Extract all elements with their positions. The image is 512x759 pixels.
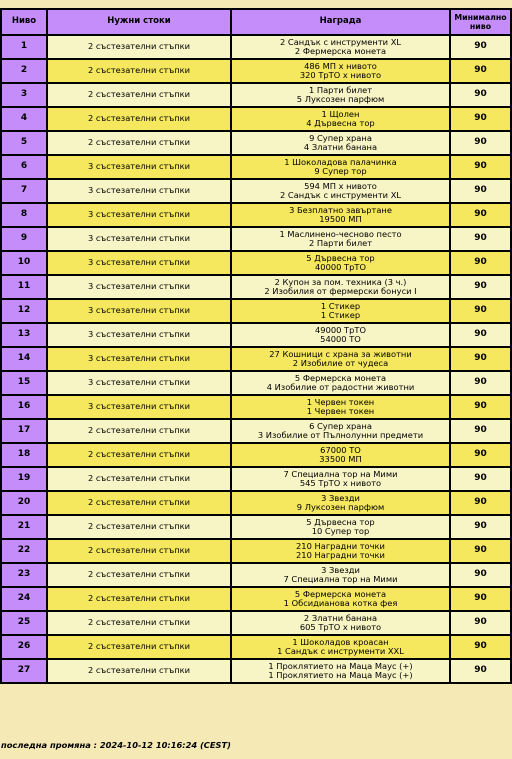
level-cell: 22 [1,539,47,563]
level-cell: 21 [1,515,47,539]
level-cell: 10 [1,251,47,275]
reward-line: 320 ТрТО x нивото [299,70,382,80]
reward-line: 1 Шоколадов кроасан [292,636,389,647]
reward-cell [231,155,450,179]
reward-line: 1 Стикер [320,310,361,320]
goods-cell: 3 състезателни стъпки [47,179,231,203]
header-min-level [450,9,511,35]
goods-cell: 3 състезателни стъпки [47,203,231,227]
min-level-cell: 90 [450,371,511,395]
table-row [1,419,511,443]
reward-line: 1 Проклятието на Маца Маус (+) [268,660,413,671]
table-body [1,35,511,683]
reward-line: 545 ТрТО x нивото [299,478,382,488]
goods-cell: 3 състезателни стъпки [47,395,231,419]
level-cell: 12 [1,299,47,323]
goods-cell: 2 състезателни стъпки [47,539,231,563]
goods-cell: 2 състезателни стъпки [47,131,231,155]
goods-cell: 2 състезателни стъпки [47,443,231,467]
goods-cell: 3 състезателни стъпки [47,155,231,179]
reward-line: 2 Фермерска монета [294,46,387,56]
reward-line: 594 МП x нивото [304,180,377,191]
min-level-cell: 90 [450,443,511,467]
table-row [1,347,511,371]
reward-line: 2 Сандък с инструменти XL [279,36,401,47]
table-row [1,83,511,107]
goods-cell: 3 състезателни стъпки [47,323,231,347]
goods-cell: 3 състезателни стъпки [47,275,231,299]
min-level-cell: 90 [450,491,511,515]
reward-cell [231,227,450,251]
goods-cell: 2 състезателни стъпки [47,515,231,539]
reward-line: 27 Кошници с храна за животни [269,348,412,359]
reward-cell [231,275,450,299]
reward-line: 33500 МП [319,454,362,464]
table-row [1,659,511,683]
reward-line: 9 Луксозен парфюм [296,502,385,512]
level-cell: 14 [1,347,47,371]
level-cell: 24 [1,587,47,611]
table-row [1,515,511,539]
table-row [1,443,511,467]
goods-cell: 2 състезателни стъпки [47,659,231,683]
level-cell: 5 [1,131,47,155]
reward-cell [231,635,450,659]
header-level: Ниво [1,9,47,35]
min-level-cell: 90 [450,515,511,539]
table-row [1,251,511,275]
reward-line: 10 Супер тор [311,526,370,536]
table-row [1,611,511,635]
level-cell: 6 [1,155,47,179]
reward-cell [231,467,450,491]
reward-line: 5 Фермерска монета [294,588,387,599]
reward-line: 7 Специална тор на Мими [283,574,398,584]
reward-line: 2 Купон за пом. техника (3 ч.) [274,276,407,287]
header-goods: Нужни стоки [47,9,231,35]
reward-line: 49000 ТрТО [315,324,366,335]
reward-line: 67000 ТО [320,444,361,455]
min-level-cell: 90 [450,659,511,683]
min-level-cell: 90 [450,323,511,347]
goods-cell: 2 състезателни стъпки [47,419,231,443]
reward-cell [231,539,450,563]
level-cell: 9 [1,227,47,251]
level-cell: 13 [1,323,47,347]
table-row [1,227,511,251]
level-cell: 20 [1,491,47,515]
table-row [1,635,511,659]
min-level-cell: 90 [450,419,511,443]
goods-cell: 2 състезателни стъпки [47,467,231,491]
table-row [1,131,511,155]
level-cell: 1 [1,35,47,59]
reward-line: 486 МП x нивото [304,60,377,71]
reward-cell [231,659,450,683]
min-level-cell: 90 [450,587,511,611]
reward-line: 4 Дървесна тор [306,118,375,128]
table-row [1,587,511,611]
reward-line: 1 Сандък с инструменти XXL [277,646,404,656]
table-row [1,59,511,83]
table-row [1,563,511,587]
level-cell: 8 [1,203,47,227]
reward-line: 1 Проклятието на Маца Маус (+) [268,670,413,680]
goods-cell: 3 състезателни стъпки [47,347,231,371]
reward-line: 7 Специална тор на Мими [283,468,398,479]
min-level-cell: 90 [450,35,511,59]
reward-line: 4 Златни банана [303,142,378,152]
reward-cell [231,203,450,227]
min-level-cell: 90 [450,467,511,491]
table-row [1,35,511,59]
header-reward: Награда [231,9,450,35]
min-level-cell: 90 [450,563,511,587]
level-cell: 23 [1,563,47,587]
reward-line: 5 Фермерска монета [294,372,387,383]
min-level-cell: 90 [450,131,511,155]
goods-cell: 2 състезателни стъпки [47,35,231,59]
level-cell: 11 [1,275,47,299]
reward-cell [231,587,450,611]
table-row [1,539,511,563]
reward-line: 9 Супер тор [314,166,367,176]
reward-line: 40000 ТрТО [315,262,366,272]
reward-cell [231,611,450,635]
reward-cell [231,443,450,467]
goods-cell: 3 състезателни стъпки [47,299,231,323]
reward-line: 1 Червен токен [306,406,375,416]
reward-line: 3 Безплатно завъртане [289,204,392,215]
reward-cell [231,83,450,107]
level-cell: 3 [1,83,47,107]
goods-cell: 3 състезателни стъпки [47,227,231,251]
reward-line: 210 Наградни точки [296,540,385,551]
header-row [1,9,511,35]
goods-cell: 3 състезателни стъпки [47,371,231,395]
reward-line: 2 Изобилия от фермерски бонуси I [264,286,417,296]
min-level-cell: 90 [450,347,511,371]
goods-cell: 3 състезателни стъпки [47,251,231,275]
min-level-cell: 90 [450,179,511,203]
reward-line: 1 Стикер [320,300,361,311]
table-row [1,275,511,299]
reward-cell [231,395,450,419]
table-row [1,323,511,347]
table-row [1,371,511,395]
level-cell: 4 [1,107,47,131]
reward-line: 1 Шоколадова палачинка [284,156,397,167]
reward-line: 1 Маслинено-чесново песто [279,228,402,239]
reward-line: 6 Супер храна [309,420,372,431]
reward-line: 605 ТрТО x нивото [299,622,382,632]
table-row [1,467,511,491]
level-cell: 27 [1,659,47,683]
reward-line: 2 Изобилие от чудеса [292,358,389,368]
table-row [1,491,511,515]
table-row [1,107,511,131]
reward-line: 1 Парти билет [308,84,373,95]
min-level-cell: 90 [450,635,511,659]
table-row [1,179,511,203]
header-min-level-line1: Минимално [454,13,507,22]
level-cell: 26 [1,635,47,659]
reward-line: 1 Червен токен [306,396,375,407]
reward-cell [231,131,450,155]
min-level-cell: 90 [450,539,511,563]
reward-line: 19500 МП [319,214,362,224]
min-level-cell: 90 [450,275,511,299]
reward-line: 2 Сандък с инструменти XL [279,190,401,200]
level-cell: 18 [1,443,47,467]
reward-cell [231,299,450,323]
reward-line: 210 Наградни точки [296,550,385,560]
min-level-cell: 90 [450,155,511,179]
reward-line: 2 Златни банана [303,612,378,623]
reward-cell [231,59,450,83]
min-level-cell: 90 [450,83,511,107]
rewards-table [0,8,512,684]
reward-line: 3 Звезди [321,564,360,575]
goods-cell: 2 състезателни стъпки [47,635,231,659]
min-level-cell: 90 [450,203,511,227]
reward-line: 2 Парти билет [308,238,373,248]
reward-cell [231,107,450,131]
table-row [1,299,511,323]
min-level-cell: 90 [450,107,511,131]
reward-cell [231,35,450,59]
reward-cell [231,371,450,395]
goods-cell: 2 състезателни стъпки [47,563,231,587]
level-cell: 25 [1,611,47,635]
min-level-cell: 90 [450,299,511,323]
reward-cell [231,347,450,371]
min-level-cell: 90 [450,395,511,419]
goods-cell: 2 състезателни стъпки [47,611,231,635]
reward-cell [231,563,450,587]
reward-cell [231,323,450,347]
reward-line: 3 Изобилие от Пълнолунни предмети [257,430,424,440]
table-row [1,395,511,419]
min-level-cell: 90 [450,227,511,251]
reward-line: 3 Звезди [321,492,360,503]
reward-line: 1 Обсидианова котка фея [283,598,398,608]
level-cell: 15 [1,371,47,395]
min-level-cell: 90 [450,251,511,275]
reward-line: 4 Изобилие от радостни животни [266,382,415,392]
reward-line: 54000 ТО [320,334,361,344]
goods-cell: 2 състезателни стъпки [47,587,231,611]
min-level-cell: 90 [450,59,511,83]
min-level-cell: 90 [450,611,511,635]
table-row [1,203,511,227]
goods-cell: 2 състезателни стъпки [47,107,231,131]
reward-line: 9 Супер храна [309,132,372,143]
goods-cell: 2 състезателни стъпки [47,491,231,515]
level-cell: 17 [1,419,47,443]
level-cell: 2 [1,59,47,83]
level-cell: 7 [1,179,47,203]
table-row [1,155,511,179]
reward-line: 5 Дървесна тор [306,516,375,527]
reward-cell [231,419,450,443]
reward-line: 5 Дървесна тор [306,252,375,263]
reward-cell [231,251,450,275]
reward-line: 5 Луксозен парфюм [296,94,385,104]
reward-cell [231,179,450,203]
level-cell: 19 [1,467,47,491]
reward-line: 1 Щолен [321,108,360,119]
reward-cell [231,491,450,515]
goods-cell: 2 състезателни стъпки [47,59,231,83]
last-modified: последна промяна : 2024-10-12 10:16:24 (CEST) [1,740,231,750]
goods-cell: 2 състезателни стъпки [47,83,231,107]
level-cell: 16 [1,395,47,419]
reward-cell [231,515,450,539]
header-min-level-line2: ниво [469,22,492,31]
